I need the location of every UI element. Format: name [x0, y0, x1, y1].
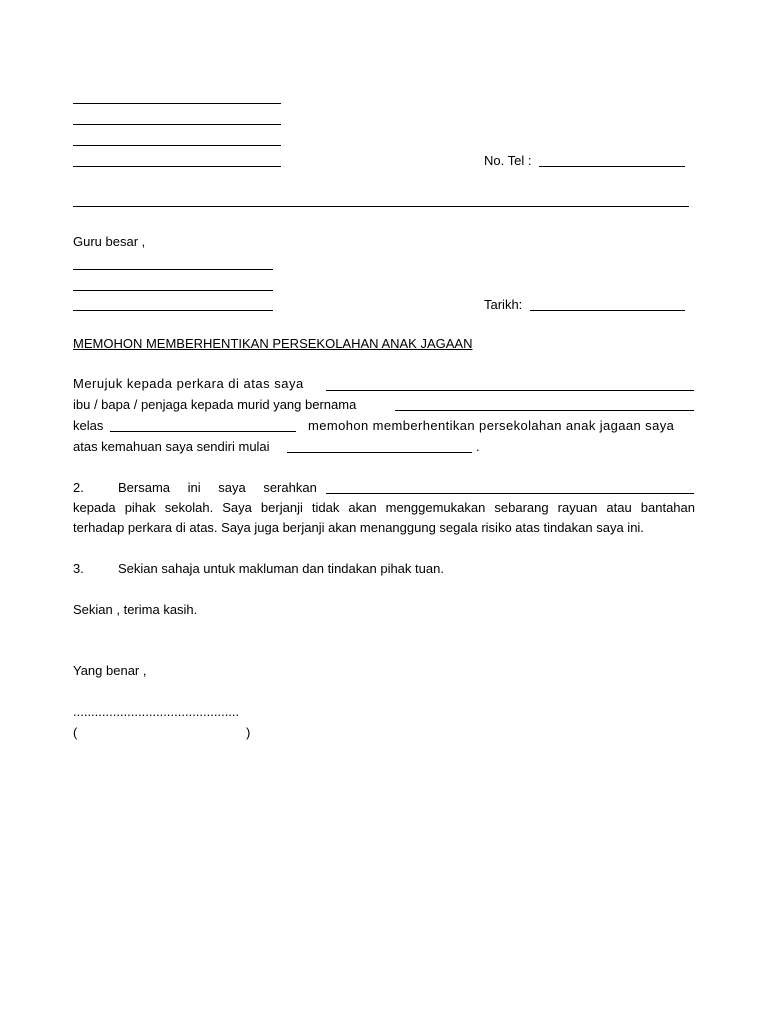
paren-open: ( — [73, 725, 78, 740]
sender-address-line-2 — [73, 124, 281, 125]
sender-address-line-4 — [73, 166, 281, 167]
p2-number: 2. — [73, 480, 84, 495]
p2-line1: Bersama ini saya serahkan — [118, 480, 317, 495]
p1-kelas-label: kelas — [73, 418, 104, 433]
letter-subject: MEMOHON MEMBERHENTIKAN PERSEKOLAHAN ANAK JAGAAN — [73, 336, 473, 351]
recipient-address-line-1 — [73, 269, 273, 270]
no-tel-blank — [539, 166, 685, 167]
signature-dots: .............................................. — [73, 704, 240, 719]
closing: Sekian , terima kasih. — [73, 602, 198, 617]
p1-date-blank — [287, 452, 472, 453]
sender-address-line-1 — [73, 103, 281, 104]
p1-line4: atas kemahuan saya sendiri mulai — [73, 439, 270, 454]
tarikh-label: Tarikh: — [484, 297, 523, 312]
yang-benar: Yang benar , — [73, 663, 147, 678]
recipient-address-line-3 — [73, 310, 273, 311]
paren-close: ) — [246, 725, 251, 740]
recipient-address-line-2 — [73, 290, 273, 291]
p1-student-blank — [395, 410, 694, 411]
p3-number: 3. — [73, 561, 84, 576]
sender-address-line-3 — [73, 145, 281, 146]
p1-line3-rest: memohon memberhentikan persekolahan anak jagaan saya — [308, 418, 675, 433]
salutation: Guru besar , — [73, 234, 146, 249]
separator-line — [73, 206, 689, 207]
p1-name-blank — [326, 390, 694, 391]
p2-item-blank — [326, 493, 694, 494]
p1-line1-label: Merujuk kepada perkara di atas saya — [73, 376, 304, 391]
p3-text: Sekian sahaja untuk makluman dan tindakan pihak tuan. — [118, 561, 444, 576]
no-tel-label: No. Tel : — [484, 153, 532, 168]
tarikh-blank — [530, 310, 685, 311]
p2-line2: kepada pihak sekolah. Saya berjanji tidak akan menggemukakan sebarang rayuan atau bantahan — [73, 500, 695, 515]
p2-line3: terhadap perkara di atas. Saya juga berjanji akan menanggung segala risiko atas tindakan saya ini. — [73, 520, 644, 535]
p1-line2-label: ibu / bapa / penjaga kepada murid yang bernama — [73, 397, 357, 412]
p1-line4-end: . — [476, 439, 480, 454]
p1-kelas-blank — [110, 431, 296, 432]
